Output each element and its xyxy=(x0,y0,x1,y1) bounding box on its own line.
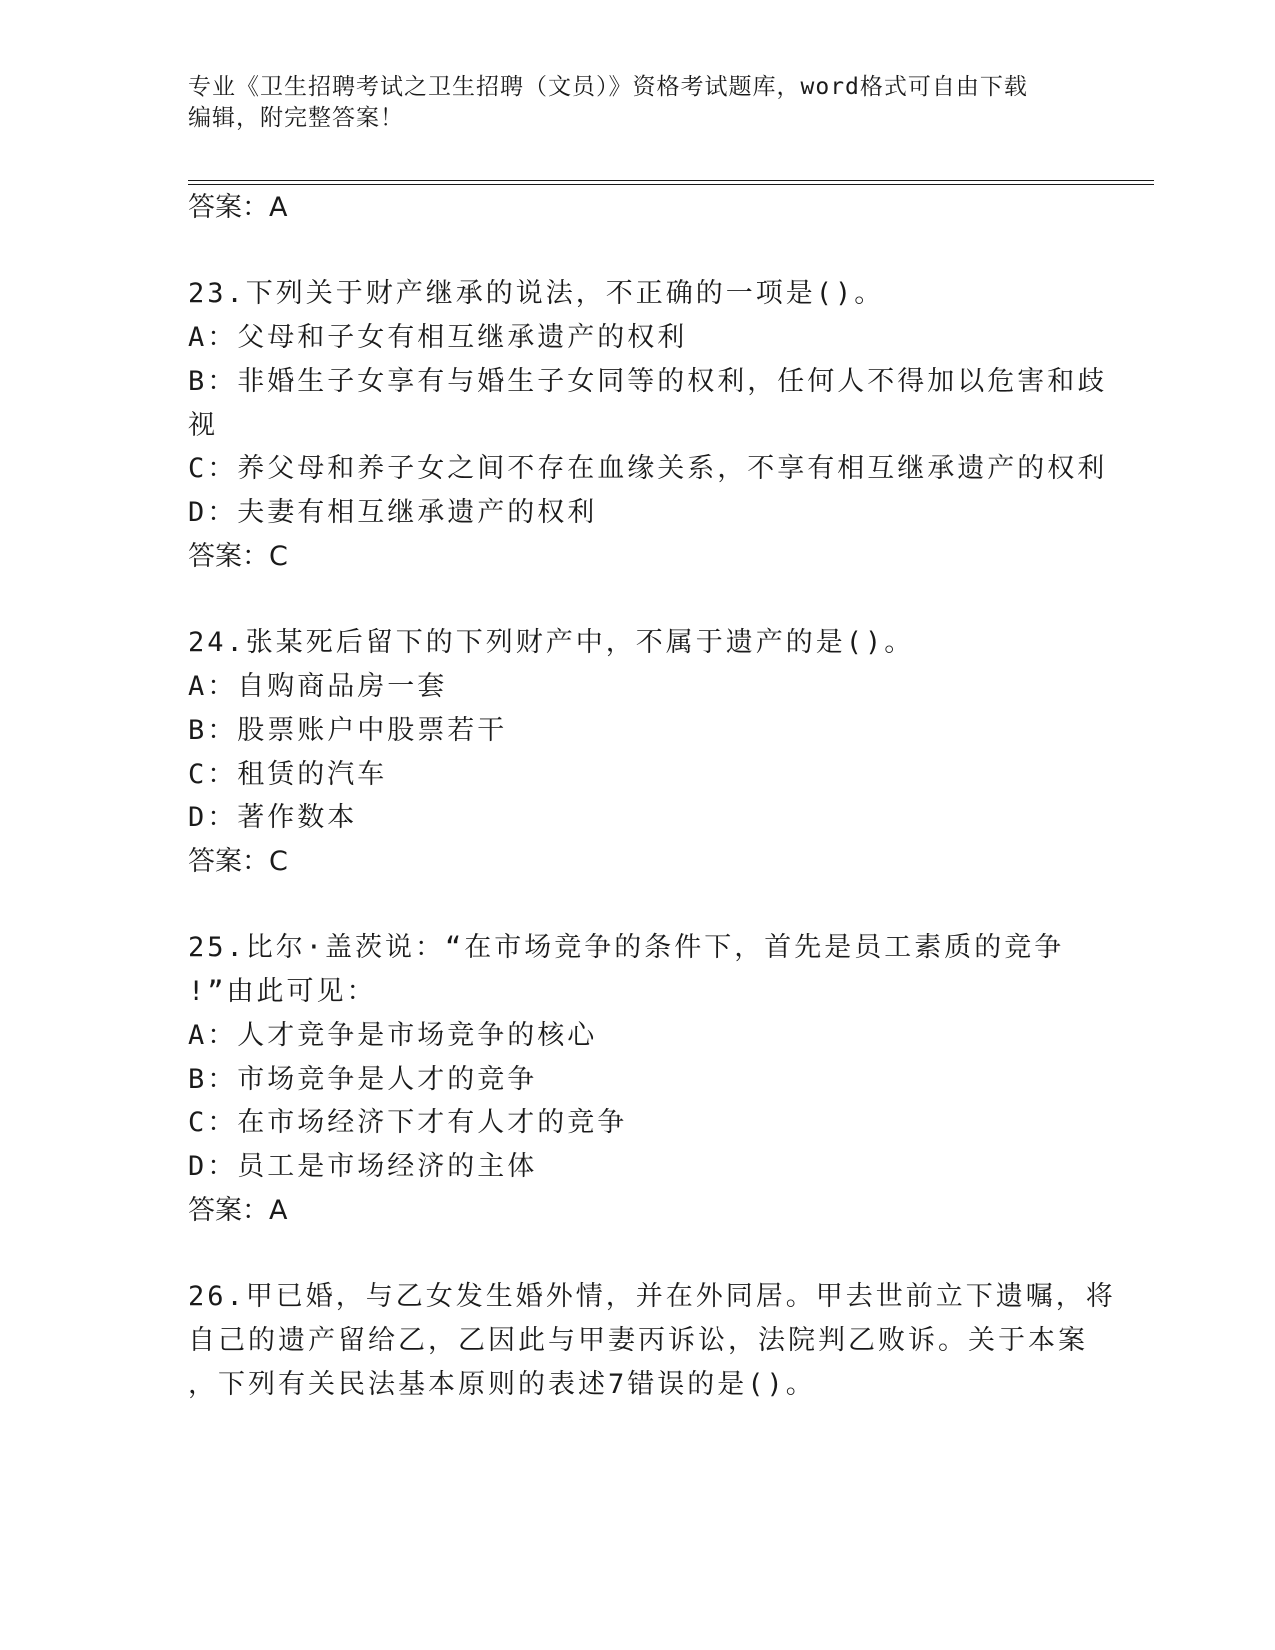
question-24-option-c: C：租赁的汽车 xyxy=(188,759,388,790)
question-25-option-d: D：员工是市场经济的主体 xyxy=(188,1151,538,1182)
header-divider-bottom xyxy=(188,184,1154,185)
answer-q22: 答案：A xyxy=(188,192,288,223)
answer-q23: 答案：C xyxy=(188,541,288,572)
question-25-stem-cont: !”由此可见： xyxy=(188,976,377,1007)
question-24-stem: 24.张某死后留下的下列财产中，不属于遗产的是()。 xyxy=(188,627,915,658)
question-25-option-b: B：市场竞争是人才的竞争 xyxy=(188,1064,538,1095)
question-24-option-d: D：著作数本 xyxy=(188,802,358,833)
question-23-option-c: C：养父母和养子女之间不存在血缘关系，不享有相互继承遗产的权利 xyxy=(188,453,1108,484)
header-line-1: 专业《卫生招聘考试之卫生招聘（文员）》资格考试题库，word格式可自由下载 xyxy=(188,74,1028,100)
question-25-option-a: A：人才竞争是市场竞争的核心 xyxy=(188,1020,598,1051)
question-24-option-b: B：股票账户中股票若干 xyxy=(188,715,508,746)
answer-q24: 答案：C xyxy=(188,846,288,877)
document-header xyxy=(188,72,1088,134)
header-divider-top xyxy=(188,180,1154,181)
question-23-stem: 23.下列关于财产继承的说法，不正确的一项是()。 xyxy=(188,278,885,309)
question-26-stem: 26.甲已婚，与乙女发生婚外情，并在外同居。甲去世前立下遗嘱，将 xyxy=(188,1281,1116,1312)
question-26-stem-cont-1: 自己的遗产留给乙，乙因此与甲妻丙诉讼，法院判乙败诉。关于本案 xyxy=(188,1325,1088,1356)
question-23-option-a: A：父母和子女有相互继承遗产的权利 xyxy=(188,322,688,353)
question-26-stem-cont-2: ，下列有关民法基本原则的表述7错误的是()。 xyxy=(188,1369,816,1400)
question-23-option-b-cont: 视 xyxy=(188,410,218,441)
question-25-option-c: C：在市场经济下才有人才的竞争 xyxy=(188,1107,628,1138)
question-23-option-d: D：夫妻有相互继承遗产的权利 xyxy=(188,497,598,528)
answer-q25: 答案：A xyxy=(188,1195,288,1226)
header-line-2: 编辑，附完整答案！ xyxy=(188,105,404,131)
question-23-option-b: B：非婚生子女享有与婚生子女同等的权利，任何人不得加以危害和歧 xyxy=(188,366,1108,397)
question-24-option-a: A：自购商品房一套 xyxy=(188,671,448,702)
question-25-stem: 25.比尔·盖茨说：“在市场竞争的条件下，首先是员工素质的竞争 xyxy=(188,932,1065,963)
